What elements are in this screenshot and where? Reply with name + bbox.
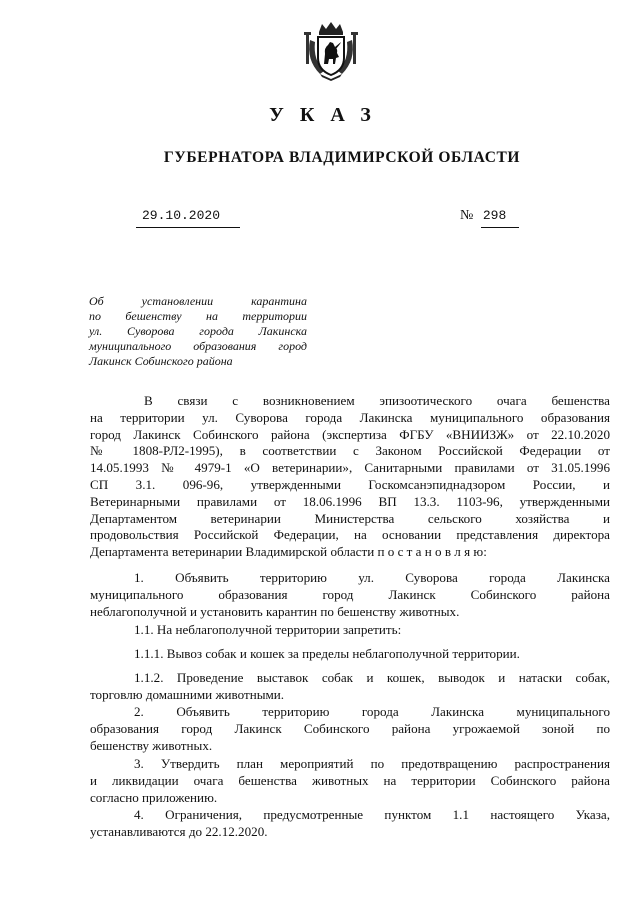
text-line: Ветеринарными правилами от 18.06.1996 ВП 13.3. 1103-96, утвержденными xyxy=(90,493,610,509)
text-line: 4. Ограничения, предусмотренные пунктом 1.1 настоящего Указа, xyxy=(134,807,610,822)
text-line: продовольствия Российской Федерации, на основании представления директора xyxy=(90,527,610,543)
text-line: муниципального образования город Лакинск Собинского района xyxy=(90,586,610,602)
text-line: неблагополучной и установить карантин по бешенству животных. xyxy=(90,603,460,619)
subject-line: Об установлении карантина xyxy=(89,294,307,308)
preamble-paragraph xyxy=(90,393,610,561)
text-line: согласно приложению. xyxy=(90,789,218,805)
text-line: образования город Лакинск Собинского района угрожаемой зоной по xyxy=(90,720,610,736)
document-subtitle: ГУБЕРНАТОРА ВЛАДИМИРСКОЙ ОБЛАСТИ xyxy=(163,149,521,166)
item-1-paragraph xyxy=(90,570,610,620)
text-line: В связи с возникновением эпизоотического очага бешенства xyxy=(144,393,610,408)
text-line: 1. Объявить территорию ул. Суворова города Лакинска xyxy=(134,570,610,585)
subject-line: ул. Суворова города Лакинска xyxy=(89,324,307,338)
text-line: 1.1.1. Вывоз собак и кошек за пределы неблагополучной территории. xyxy=(134,646,520,661)
item-3-paragraph xyxy=(90,756,610,806)
subject-line: по бешенству на территории xyxy=(89,309,307,323)
vladimir-coat-of-arms-icon xyxy=(300,20,362,82)
document-date: 29.10.2020 xyxy=(136,208,240,228)
item-2-paragraph xyxy=(90,704,610,754)
text-line: Департаментом ветеринарии Министерства сельского хозяйства и xyxy=(90,510,610,526)
item-1-1-paragraph xyxy=(90,622,610,639)
text-line: на территории ул. Суворова города Лакинска муниципального образования xyxy=(90,409,610,425)
subject-line: Лакинск Собинского района xyxy=(89,354,233,368)
text-line: торговлю домашними животными. xyxy=(90,686,285,702)
text-line: 1.1.2. Проведение выставок собак и кошек, выводок и натаски собак, xyxy=(134,670,610,685)
text-line: бешенству животных. xyxy=(90,737,213,753)
document-number: 298 xyxy=(481,208,519,228)
text-line: 3. Утвердить план мероприятий по предотвращению распространения xyxy=(134,756,610,771)
text-line: 1.1. На неблагополучной территории запретить: xyxy=(134,622,402,637)
text-line: № 1808-РЛ2-1995), в соответствии с Законом Российской Федерации от xyxy=(90,443,610,459)
text-line: СП 3.1. 096-96, утвержденными Госкомсанэпиднадзором России, и xyxy=(90,476,610,492)
text-line: город Лакинск Собинского района (экспертиза ФГБУ «ВНИИЗЖ» от 22.10.2020 xyxy=(90,426,610,442)
item-1-1-2-paragraph xyxy=(90,670,610,704)
document-subject xyxy=(89,294,307,369)
text-line: устанавливаются до 22.12.2020. xyxy=(90,823,268,839)
text-line: Департамента ветеринарии Владимирской области п о с т а н о в л я ю: xyxy=(90,544,487,560)
document-title: УКАЗ xyxy=(269,104,387,126)
item-4-paragraph xyxy=(90,807,610,841)
text-line: 2. Объявить территорию города Лакинска муниципального xyxy=(134,704,610,719)
subject-line: муниципального образования город xyxy=(89,339,307,353)
document-number-block xyxy=(460,208,519,228)
number-sign: № xyxy=(460,208,474,223)
text-line: и ликвидации очага бешенства животных на территории Собинского района xyxy=(90,772,610,788)
item-1-1-1-paragraph xyxy=(90,646,610,663)
text-line: 14.05.1993 № 4979-1 «О ветеринарии», Санитарными правилами от 31.05.1996 xyxy=(90,460,610,476)
